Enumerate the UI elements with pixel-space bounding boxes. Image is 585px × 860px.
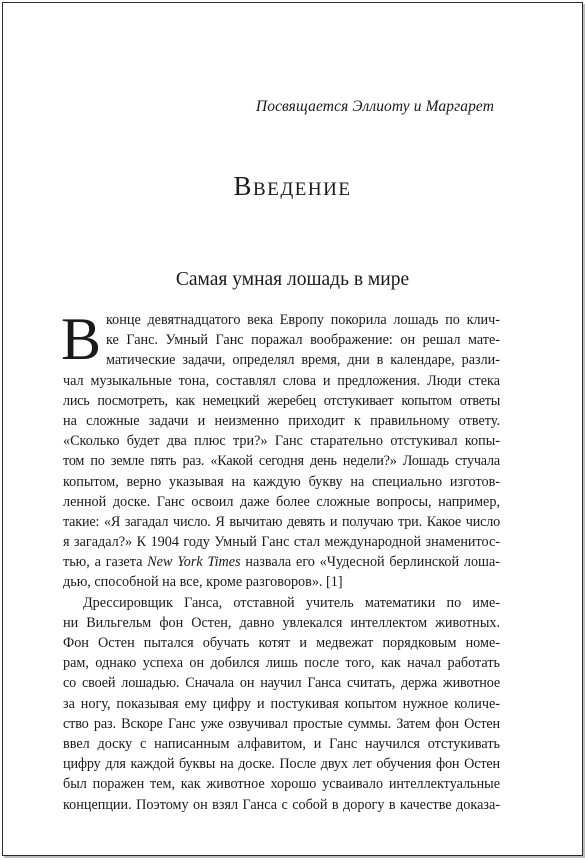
text-line: копытом, верно указывая на каждую букву на специально изготов-: [63, 473, 500, 490]
text-line: рам, однако успеха он добился лишь после того, как начал работать: [63, 655, 500, 672]
paragraph-2: [63, 593, 500, 815]
text-line: на сложные задачи и неизменно приходит к правильному ответу.: [63, 412, 500, 429]
text-line: концепции. Поэтому он взял Ганса с собой в дорогу в качестве доказа-: [63, 796, 500, 813]
text-line: цифру для каждой буквы на доске. После двух лет обучения фон Остен: [63, 756, 500, 773]
text-line: дью, способной на все, кроме разговоров». [1]: [63, 574, 343, 591]
drop-cap: В: [61, 306, 102, 372]
text-line: лись посмотреть, как немецкий жеребец отстукивает копытом ответы: [63, 392, 500, 409]
text-line: Дрессировщик Ганса, отставной учитель математики по име-: [83, 594, 500, 611]
text-line: ленной доске. Ганс освоил даже более сложные вопросы, например,: [63, 493, 500, 510]
text-line: ке Ганс. Умный Ганс поражал воображение: он решал мате-: [106, 332, 500, 349]
text-line: ство раз. Вскоре Ганс уже озвучивал простые суммы. Затем фон Остен: [63, 715, 500, 732]
section-title: Самая умная лошадь в мире: [175, 269, 410, 290]
text-line: чал музыкальные тона, составлял слова и предложения. Люди стека: [63, 372, 500, 389]
text-line: за ногу, показывая ему цифру и постукивая копытом нужное количе-: [63, 695, 500, 712]
text-line: матические задачи, определял время, дни в календаре, разли-: [106, 352, 500, 369]
text-line: конце девятнадцатого века Европу покорила лошадь по клич-: [106, 312, 500, 328]
text-line: я загадал?» К 1904 году Умный Ганс стал международной знаменитос-: [63, 534, 500, 551]
text-line: со своей лошадью. Сначала он научил Ганса считать, держа животное: [63, 675, 500, 692]
book-page: [2, 2, 583, 856]
text-line: «Сколько будет два плюс три?» Ганс старательно отстукивал копы-: [63, 433, 500, 450]
text-line: ввел доску с написанным алфавитом, и Ганс научился отстукивать: [63, 735, 500, 752]
text-line: Фон Остен пытался обучать котят и медвежат порядковым номе-: [63, 635, 500, 651]
text-line: был поражен тем, как животное хорошо усваивало интеллектуальные: [63, 776, 500, 793]
text-line: такие: «Я загадал число. Я вычитаю девять и получаю три. Какое число: [63, 513, 500, 530]
text-line: [63, 552, 500, 572]
newspaper-name: New York Times: [147, 554, 241, 571]
text-line: том по земле пять раз. «Какой сегодня день недели?» Лошадь стучала: [63, 453, 500, 470]
text-fragment: назвала его «Чудесной берлинской лоша-: [240, 554, 500, 571]
body-text: [61, 306, 500, 815]
text-fragment: тью, а газета: [63, 554, 148, 571]
dedication: Посвящается Эллиоту и Маргарет: [255, 98, 494, 115]
chapter-title: Введение: [233, 171, 352, 201]
text-line: ни Вильгельм фон Остен, давно увлекался интеллектом животных.: [63, 614, 500, 631]
paragraph-1: [61, 306, 500, 593]
